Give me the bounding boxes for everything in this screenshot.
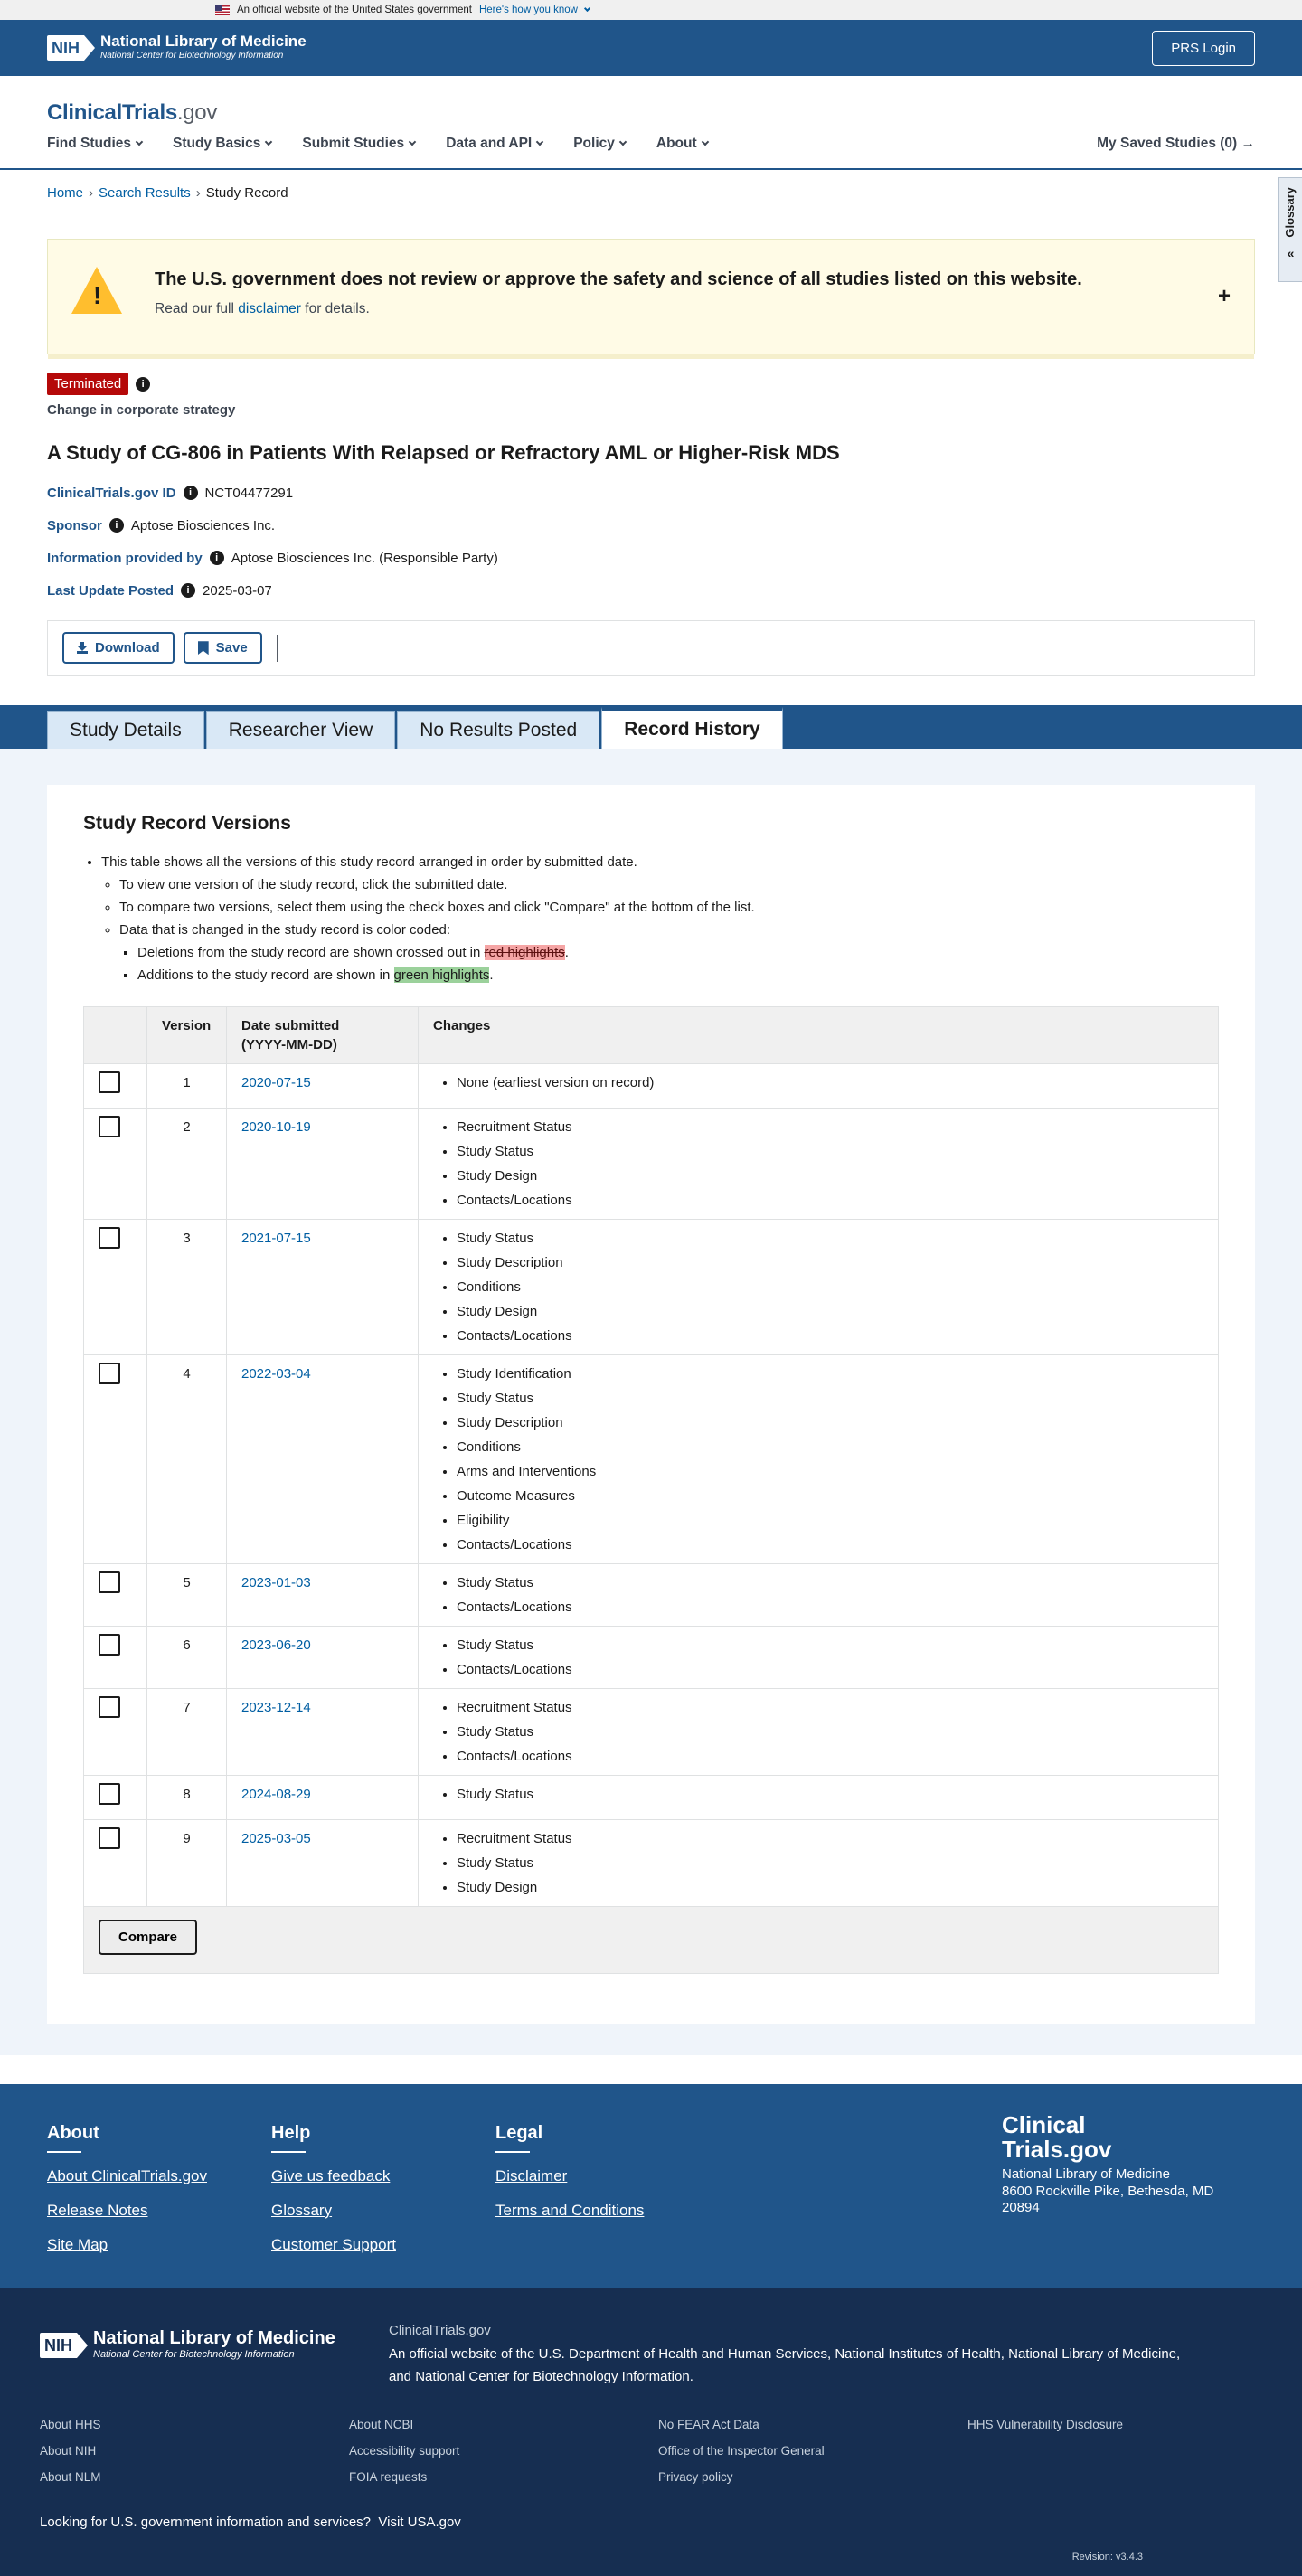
changes-cell: [419, 1109, 1219, 1220]
info-icon[interactable]: i: [181, 583, 195, 598]
saved-label: My Saved Studies (0): [1097, 136, 1238, 151]
table-header-row: [84, 1007, 1219, 1064]
link-inspector-general[interactable]: Office of the Inspector General: [658, 2444, 825, 2458]
link-nlm[interactable]: National Library of Medicine: [1008, 2345, 1177, 2362]
prs-login-button[interactable]: PRS Login: [1152, 31, 1255, 66]
expand-plus-icon[interactable]: +: [1217, 284, 1231, 308]
changes-list: [457, 1785, 1203, 1804]
desc-text: Deletions from the study record are shown crossed out in: [137, 945, 485, 961]
change-item: • Study Status: [457, 1573, 1203, 1592]
footer-nlm-logo[interactable]: [40, 2328, 335, 2362]
changes-list: [457, 1698, 1203, 1766]
change-item: • Arms and Interventions: [457, 1462, 1203, 1481]
change-item: • Recruitment Status: [457, 1118, 1203, 1137]
bookmark-icon: [198, 641, 209, 655]
usa-pre: Looking for U.S. government information and services?: [40, 2515, 372, 2531]
table-row: [84, 1109, 1219, 1220]
warning-icon: !: [71, 267, 122, 314]
version-number: 6: [147, 1627, 227, 1689]
table-row: [84, 1820, 1219, 1907]
select-cell: [84, 1776, 147, 1820]
meta-label: ClinicalTrials.gov ID: [47, 485, 176, 501]
nav-label: Policy: [573, 136, 615, 151]
status-badge: Terminated: [47, 373, 128, 395]
desc-text: This table shows all the versions of this study record arranged in order by submitted date.: [101, 854, 637, 871]
change-item: • Contacts/Locations: [457, 1326, 1203, 1345]
table-row: [84, 1627, 1219, 1689]
chevron-down-icon: [584, 5, 590, 11]
link-foia[interactable]: FOIA requests: [349, 2469, 428, 2484]
change-item: • Recruitment Status: [457, 1829, 1203, 1848]
tab-study-details[interactable]: Study Details: [47, 711, 204, 749]
change-item: • Eligibility: [457, 1511, 1203, 1530]
version-checkbox[interactable]: [99, 1116, 120, 1137]
logo-suffix: .gov: [176, 100, 218, 125]
select-cell: [84, 1064, 147, 1109]
footer-links-col2: [349, 2417, 459, 2496]
date-cell: [227, 1689, 419, 1776]
nav-policy[interactable]: [573, 134, 626, 154]
version-date-link[interactable]: 2023-01-03: [241, 1575, 311, 1591]
footer-brand-logo[interactable]: [1002, 2113, 1213, 2163]
version-number: 9: [147, 1820, 227, 1907]
study-title: A Study of CG-806 in Patients With Relapsed or Refractory AML or Higher-Risk MDS: [47, 441, 840, 464]
nav-study-basics[interactable]: [173, 134, 271, 154]
changes-list: [457, 1229, 1203, 1345]
changes-list: [457, 1829, 1203, 1897]
gov-banner-text: An official website of the United States government: [237, 4, 472, 15]
change-item: • Study Design: [457, 1878, 1203, 1897]
study-tabs: [0, 705, 1302, 749]
version-date-link[interactable]: 2020-07-15: [241, 1075, 311, 1091]
chevron-down-icon: [619, 138, 627, 146]
compare-button[interactable]: Compare: [99, 1920, 197, 1955]
footer-link-feedback[interactable]: Give us feedback: [271, 2167, 391, 2185]
footer-link-support[interactable]: Customer Support: [271, 2235, 396, 2253]
ncbi-subtitle: National Center for Biotechnology Information: [100, 51, 284, 61]
info-icon[interactable]: i: [184, 486, 198, 500]
nav-submit-studies[interactable]: [302, 134, 415, 154]
usa-gov-line: [40, 2513, 461, 2532]
tab-researcher-view[interactable]: Researcher View: [206, 711, 396, 749]
date-cell: [227, 1776, 419, 1820]
meta-label: Last Update Posted: [47, 582, 175, 599]
footer-gov-statement: An official website of the U.S. Department of Health and Human Services, National Institutes of Health, National Library of Medicine,: [389, 2345, 1181, 2362]
link-about-nlm[interactable]: About NLM: [40, 2469, 101, 2484]
col-date: [227, 1007, 419, 1064]
gov-pre: An official website of the: [389, 2345, 539, 2362]
study-meta: [0, 484, 1302, 600]
link-about-ncbi[interactable]: About NCBI: [349, 2418, 414, 2432]
footer-rule: [271, 2151, 306, 2153]
clinicaltrials-logo[interactable]: [47, 98, 217, 128]
us-flag-icon: [215, 5, 230, 15]
chevron-right-icon: ›: [89, 185, 94, 201]
address-line: 20894: [1002, 2200, 1040, 2216]
desc-item: ▪ Additions to the study record are shown in green highlights.: [137, 966, 1219, 985]
col-changes: Changes: [419, 1007, 1219, 1064]
footer-rule: [495, 2151, 530, 2153]
link-vulnerability[interactable]: HHS Vulnerability Disclosure: [967, 2418, 1124, 2432]
version-date-link[interactable]: 2021-07-15: [241, 1231, 311, 1247]
meta-value: Aptose Biosciences Inc. (Responsible Party): [231, 550, 498, 566]
info-icon[interactable]: i: [136, 377, 150, 392]
brand-line1: Clinical: [1002, 2111, 1086, 2139]
nlm-title: National Library of Medicine: [100, 32, 307, 50]
versions-card: [47, 785, 1255, 2024]
date-cell: [227, 1564, 419, 1627]
info-icon[interactable]: i: [109, 518, 124, 533]
nih-mark-icon: [40, 2333, 88, 2358]
tab-record-history[interactable]: Record History: [601, 707, 783, 749]
meta-sponsor: [47, 516, 1255, 535]
version-date-link[interactable]: 2020-10-19: [241, 1119, 311, 1136]
version-date-link[interactable]: 2023-06-20: [241, 1637, 311, 1654]
table-row: [84, 1064, 1219, 1109]
change-item: • Contacts/Locations: [457, 1191, 1203, 1210]
change-item: • Conditions: [457, 1438, 1203, 1457]
col-select: [84, 1007, 147, 1064]
footer-link-glossary[interactable]: Glossary: [271, 2201, 333, 2219]
breadcrumb-current: Study Record: [205, 185, 288, 201]
versions-description: [101, 853, 1219, 985]
change-item: • Contacts/Locations: [457, 1535, 1203, 1554]
change-item: • Conditions: [457, 1278, 1203, 1297]
footer-help: [271, 2120, 396, 2268]
link-accessibility[interactable]: Accessibility support: [349, 2444, 460, 2458]
version-checkbox[interactable]: [99, 1071, 120, 1093]
select-cell: [84, 1627, 147, 1689]
desc-item: [101, 853, 1219, 985]
changes-cell: [419, 1820, 1219, 1907]
nih-arrow-icon: [77, 2333, 88, 2358]
chevron-down-icon: [409, 138, 416, 146]
nih-box: NIH: [40, 2333, 77, 2358]
status-reason: Change in corporate strategy: [47, 402, 236, 418]
nlm-logo[interactable]: [47, 33, 307, 63]
footer-legal: [495, 2120, 644, 2234]
version-checkbox[interactable]: [99, 1827, 120, 1849]
changes-cell: [419, 1355, 1219, 1564]
nav-label: About: [656, 136, 697, 151]
change-item: • Contacts/Locations: [457, 1660, 1203, 1679]
nlm-title: National Library of Medicine: [93, 2328, 335, 2349]
alert-title: The U.S. government does not review or approve the safety and science of all studies listed on this website.: [155, 269, 1082, 289]
desc-item: [119, 920, 1219, 985]
alert-body-pre: Read our full: [155, 301, 239, 316]
changes-cell: [419, 1689, 1219, 1776]
chevron-down-icon: [265, 138, 272, 146]
versions-body: [84, 1064, 1219, 1907]
nav-find-studies[interactable]: [47, 134, 142, 154]
version-number: 4: [147, 1355, 227, 1564]
change-item: • Study Description: [457, 1253, 1203, 1272]
footer-brand: [1002, 2113, 1213, 2217]
logo-main: ClinicalTrials: [47, 100, 177, 125]
meta-label: Sponsor: [47, 517, 102, 533]
date-cell: [227, 1109, 419, 1220]
compare-cell: [84, 1907, 1219, 1974]
address-line: 8600 Rockville Pike, Bethesda, MD: [1002, 2183, 1214, 2199]
ncbi-subtitle: National Center for Biotechnology Information: [93, 2349, 295, 2361]
version-number: 7: [147, 1689, 227, 1776]
versions-heading: Study Record Versions: [83, 812, 291, 834]
change-item: • Study Status: [457, 1142, 1203, 1161]
chevron-down-icon: [536, 138, 543, 146]
info-icon[interactable]: i: [210, 551, 224, 565]
date-cell: [227, 1355, 419, 1564]
change-item: • Study Design: [457, 1302, 1203, 1321]
footer-about: [47, 2120, 207, 2268]
change-item: • Study Status: [457, 1785, 1203, 1804]
revision-text: Revision: v3.4.3: [1071, 2552, 1143, 2563]
compare-row: [84, 1907, 1219, 1974]
link-nih[interactable]: National Institutes of Health: [835, 2345, 1001, 2362]
changes-cell: [419, 1776, 1219, 1820]
nav-label: Data and API: [446, 136, 533, 151]
heres-how-you-know-link[interactable]: Here's how you know: [478, 4, 578, 15]
chevron-right-icon: ›: [195, 185, 201, 201]
footer-legal-title: Legal: [495, 2123, 543, 2144]
footer-link-site-map[interactable]: Site Map: [47, 2235, 108, 2253]
select-cell: [84, 1564, 147, 1627]
version-number: 3: [147, 1220, 227, 1355]
select-cell: [84, 1355, 147, 1564]
table-row: [84, 1220, 1219, 1355]
nih-box: NIH: [47, 35, 84, 61]
glossary-label: Glossary: [1283, 187, 1297, 238]
versions-table: [83, 1006, 1219, 1974]
chevron-down-icon: [701, 138, 708, 146]
gov-banner: [0, 0, 1302, 20]
link-hhs[interactable]: U.S. Department of Health and Human Services: [538, 2345, 827, 2362]
my-saved-studies-link[interactable]: [1097, 134, 1255, 154]
nav-about[interactable]: [656, 134, 708, 154]
table-row: [84, 1689, 1219, 1776]
red-highlight-sample: red highlights: [484, 945, 565, 961]
double-chevron-left-icon: «: [1287, 245, 1295, 260]
change-item: • Outcome Measures: [457, 1486, 1203, 1505]
version-checkbox[interactable]: [99, 1227, 120, 1249]
link-about-hhs[interactable]: About HHS: [40, 2418, 101, 2432]
changes-list: [457, 1573, 1203, 1617]
tab-no-results-posted[interactable]: No Results Posted: [397, 711, 599, 749]
select-cell: [84, 1220, 147, 1355]
meta-nct-id: [47, 484, 1255, 503]
version-checkbox[interactable]: [99, 1783, 120, 1805]
download-icon: [77, 642, 88, 654]
changes-list: [457, 1118, 1203, 1210]
version-number: 1: [147, 1064, 227, 1109]
footer-link-disclaimer[interactable]: Disclaimer: [495, 2167, 568, 2185]
col-date-line1: Date submitted: [241, 1018, 340, 1034]
nav-data-and-api[interactable]: [446, 134, 542, 154]
version-date-link[interactable]: 2023-12-14: [241, 1700, 311, 1716]
change-item: • Study Status: [457, 1854, 1203, 1873]
desc-item: ▪ Deletions from the study record are shown crossed out in red highlights.: [137, 943, 1219, 962]
change-item: • Study Description: [457, 1413, 1203, 1432]
version-checkbox[interactable]: [99, 1363, 120, 1384]
site-footer: [0, 2084, 1302, 2288]
glossary-tab[interactable]: [1278, 177, 1302, 282]
footer-links-col1: [40, 2417, 101, 2496]
footer-rule: [47, 2151, 81, 2153]
footer-links-col4: [967, 2417, 1123, 2443]
footer-about-title: About: [47, 2123, 99, 2144]
meta-info-provided: [47, 549, 1255, 568]
breadcrumb: [0, 184, 1302, 203]
footer-address: [1002, 2166, 1213, 2217]
footer-link-about-ct[interactable]: About ClinicalTrials.gov: [47, 2167, 207, 2185]
table-row: [84, 1355, 1219, 1564]
date-cell: [227, 1627, 419, 1689]
breadcrumb-search-results[interactable]: Search Results: [99, 185, 191, 201]
chevron-down-icon: [136, 138, 143, 146]
change-item: • Study Identification: [457, 1364, 1203, 1383]
desc-item: ◦ To compare two versions, select them using the check boxes and click "Compare" at the bottom of the list.: [119, 898, 1219, 917]
link-about-nih[interactable]: About NIH: [40, 2444, 97, 2458]
study-actions: [47, 620, 1255, 676]
footer-gov-statement-2: and National Center for Biotechnology Information.: [389, 2369, 693, 2385]
alert-body-post: for details.: [300, 301, 370, 316]
table-row: [84, 1776, 1219, 1820]
change-item: • None (earliest version on record): [457, 1073, 1203, 1092]
select-cell: [84, 1109, 147, 1220]
changes-list: [457, 1636, 1203, 1679]
link-no-fear[interactable]: No FEAR Act Data: [658, 2418, 760, 2432]
meta-last-update: [47, 581, 1255, 600]
nav-label: Find Studies: [47, 136, 131, 151]
changes-cell: [419, 1564, 1219, 1627]
disclaimer-link[interactable]: disclaimer: [238, 301, 301, 316]
record-history-section: [0, 749, 1302, 2055]
change-item: • Study Status: [457, 1722, 1203, 1741]
version-number: 2: [147, 1109, 227, 1220]
main-nav: [47, 134, 1255, 154]
change-item: • Contacts/Locations: [457, 1747, 1203, 1766]
arrow-right-icon: →: [1241, 136, 1255, 151]
nih-header: [0, 20, 1302, 76]
nih-arrow-icon: [84, 35, 95, 61]
footer-link-release-notes[interactable]: Release Notes: [47, 2201, 148, 2219]
meta-value: 2025-03-07: [203, 582, 272, 599]
col-date-line2: (YYYY-MM-DD): [241, 1037, 337, 1053]
meta-value: Aptose Biosciences Inc.: [130, 517, 276, 533]
select-cell: [84, 1820, 147, 1907]
brand-line2: Trials.gov: [1002, 2136, 1112, 2164]
change-item: • Study Status: [457, 1229, 1203, 1248]
link-ncbi[interactable]: National Center for Biotechnology Information: [415, 2369, 690, 2385]
action-separator: [277, 635, 278, 662]
col-version: Version: [147, 1007, 227, 1064]
disclaimer-alert: [47, 239, 1255, 354]
meta-label: Information provided by: [47, 550, 203, 566]
version-date-link[interactable]: 2022-03-04: [241, 1366, 311, 1382]
changes-list: [457, 1364, 1203, 1554]
footer-help-title: Help: [271, 2123, 311, 2144]
nih-mark-icon: [47, 35, 95, 61]
footer-link-terms[interactable]: Terms and Conditions: [495, 2201, 645, 2219]
site-header: [0, 76, 1302, 170]
change-item: • Study Status: [457, 1389, 1203, 1408]
footer-gov-text: [389, 2319, 1239, 2389]
date-cell: [227, 1064, 419, 1109]
green-highlight-sample: green highlights: [393, 967, 490, 984]
gov-and: and: [389, 2369, 416, 2385]
changes-list: [457, 1073, 1203, 1092]
desc-item: ◦ To view one version of the study record, click the submitted date.: [119, 875, 1219, 894]
table-row: [84, 1564, 1219, 1627]
visit-usa-gov-link[interactable]: Visit USA.gov: [378, 2515, 461, 2531]
version-date-link[interactable]: 2024-08-29: [241, 1787, 311, 1803]
change-item: • Study Design: [457, 1166, 1203, 1185]
nlm-footer: [0, 2288, 1302, 2576]
version-date-link[interactable]: 2025-03-05: [241, 1831, 311, 1847]
changes-cell: [419, 1220, 1219, 1355]
footer-links-col3: [658, 2417, 825, 2496]
download-button[interactable]: [62, 632, 175, 664]
download-label: Download: [95, 640, 160, 656]
version-checkbox[interactable]: [99, 1634, 120, 1656]
address-line: National Library of Medicine: [1002, 2166, 1170, 2182]
status-row: [0, 373, 1302, 395]
version-checkbox[interactable]: [99, 1696, 120, 1718]
version-checkbox[interactable]: [99, 1571, 120, 1593]
date-cell: [227, 1220, 419, 1355]
breadcrumb-home[interactable]: Home: [47, 185, 84, 201]
nav-label: Submit Studies: [302, 136, 405, 151]
select-cell: [84, 1689, 147, 1776]
meta-value: NCT04477291: [204, 485, 294, 501]
desc-text: Data that is changed in the study record is color coded:: [119, 922, 451, 939]
version-number: 5: [147, 1564, 227, 1627]
date-cell: [227, 1820, 419, 1907]
change-item: • Study Status: [457, 1636, 1203, 1655]
save-button[interactable]: [184, 632, 262, 664]
alert-body: [155, 299, 370, 319]
changes-cell: [419, 1064, 1219, 1109]
changes-cell: [419, 1627, 1219, 1689]
nav-label: Study Basics: [173, 136, 261, 151]
change-item: • Contacts/Locations: [457, 1598, 1203, 1617]
footer-site-name: ClinicalTrials.gov: [389, 2323, 491, 2339]
desc-text: Additions to the study record are shown in: [137, 967, 394, 984]
save-label: Save: [215, 640, 248, 656]
change-item: • Recruitment Status: [457, 1698, 1203, 1717]
link-privacy[interactable]: Privacy policy: [658, 2469, 733, 2484]
version-number: 8: [147, 1776, 227, 1820]
